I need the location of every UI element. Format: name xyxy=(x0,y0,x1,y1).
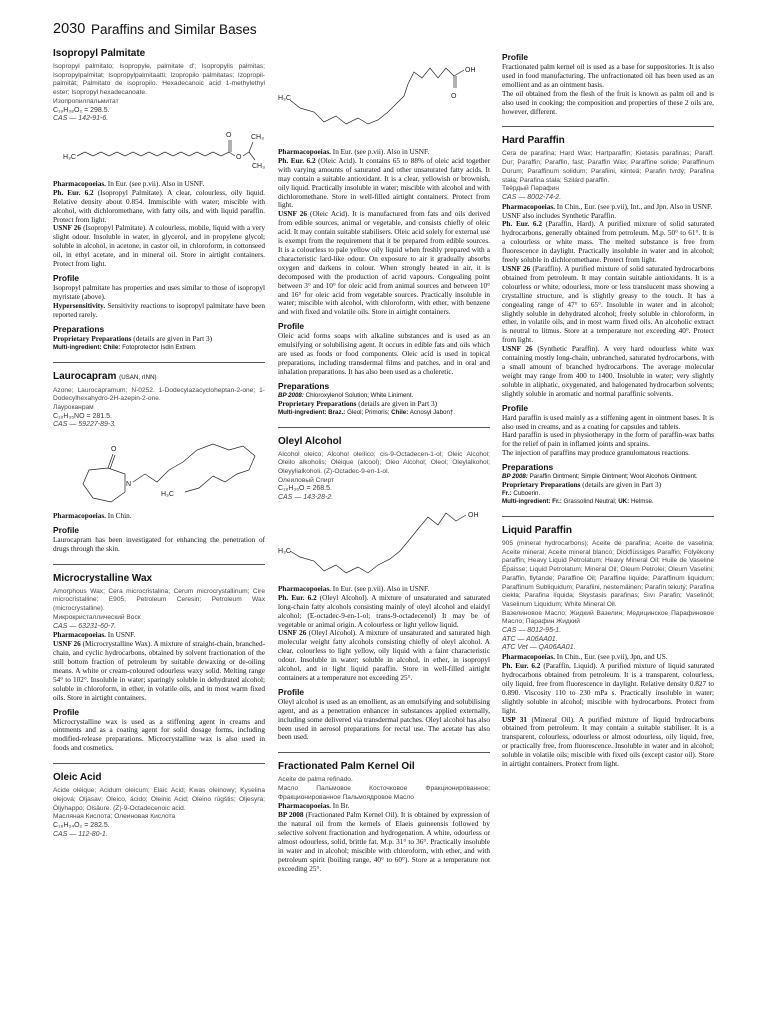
proprietary-preparations: Proprietary Preparations (details are given in Part 3) xyxy=(278,399,437,408)
atc-code: ATC — A06AA01. xyxy=(502,635,558,643)
profile-text-2: Hard paraffin is used in physiotherapy in the form of paraffin-wax baths for the relief of pain in inflamed joints and sprains. xyxy=(502,431,714,449)
profile-text: Microcrystalline wax is used as a stiffening agent in creams and ointments and as a coating agent for solid dosage forms, including modified-release preparations. Microcrystalline wax is also used in foods and cosmetics. xyxy=(53,717,265,753)
cyrillic-name: Изопропилпальмитат xyxy=(53,97,119,105)
multi-ingredient: Multi-ingredient: Braz.: Gleol; Primoris; Chile: Acnosyl Jabon†. xyxy=(278,408,456,416)
svg-text:O: O xyxy=(226,131,232,139)
synonyms: Cera de parafina; Hard Wax; Hartparaffin; Kietasis parafinas; Paraff. Dur; Paraffin; Paraffin, fast; Paraffin Wax; Paraffine solide; Paraffinum Durum; Paraffinum solidum; Parafiini, kiinteä; Parafin tvrdý; Parafina stała; Parafina stała; Szilárd paraffin. xyxy=(502,150,714,184)
profile-text: Oleyl alcohol is used as an emollient, as an emulsifying and solubilising agent, and as a penetration enhancer in substances applied externally, including some delivered via transdermal patches. Oleyl alcohol has also been used in aerosol preparations for rectal use. The acetate has also been used. xyxy=(278,697,490,742)
profile-text: Laurocapram has been investigated for enhancing the penetration of drugs through the skin. xyxy=(53,535,265,553)
pharmacopoeias: Pharmacopoeias. In Br. xyxy=(278,802,350,811)
svg-text:CH₃: CH₃ xyxy=(252,162,265,170)
usnf-entry: USNF 26 (Microcrystalline Wax). A mixture of straight-chain, branched-chain, and cyclic hydrocarbons, obtained by solvent fractionation of the still bottom fraction of petroleum by suitable dewaxing or de-oiling means. A white or cream-coloured odourless waxy solid. Melting range 54° to 102°. Insoluble in water; sparingly soluble in dehydrated alcohol; soluble in chloroform, in ether, in volatile oils, and in most warm fixed oils. Store in airtight containers. xyxy=(53,640,265,702)
synonyms: 905 (mineral hydrocarbons); Aceite de parafina; Aceite de vaselina; Aceite mineral; Aceite mineral blanco; Dickflüssiges Paraffin; Folyékony paraffin; Heavy Liquid Petrolatum; Heavy Mineral Oil; Huile de Vaseline Épaisse; Liquid Petrolatum; Mineral Oil; Oleum Petrolei; Oleum Vaselini; Paraffin, flytande; Paraffine Oil; Paraffine liquide; Paraffinum liquidum; Paraffinum Subliquidum; Parafiini, nestemäinen; Parafín tekutý; Parafina ciekła; Parafina líquida; Skystasis parafinas; Sıvı Parafin; Vaselinöl; Vaselinum Liquidum; White Mineral Oil. xyxy=(502,540,714,608)
structure-label-oh: OH xyxy=(468,511,479,519)
section-divider xyxy=(53,564,265,565)
formula: C₁₉H₃₈O₂ = 298.5. xyxy=(53,106,110,114)
formula: C₁₈H₃₄O₂ = 282.5. xyxy=(53,821,110,829)
cyrillic-name: Масляная Кислота; Олеиновая Кислота xyxy=(53,813,176,821)
preparations-heading: Preparations xyxy=(278,380,330,391)
profile-heading: Profile xyxy=(53,524,80,535)
cyrillic-name: Лауроканрам xyxy=(53,403,94,411)
monograph-microcrystalline-wax xyxy=(53,573,265,753)
monograph-fractionated-palm-kernel-oil xyxy=(278,761,490,873)
page-header xyxy=(53,20,725,39)
usnf-entry: USNF 26 (Oleic Acid). It is manufactured from fats and oils derived from edible sources, animal or vegetable, and consists chiefly of oleic acid. It may contain suitable stabilisers. Oleic acid solely for external use is exempt from the requirement that it be prepared from edible sources. It is a colourless to pale yellow oily liquid when freshly prepared with a characteristic lard-like odour. On exposure to air it gradually absorbs oxygen and darkens in colour. When strongly heated in air, it is decomposed with the production of acrid vapours. Congealing point between 3° and 10° for oleic acid from animal sources and between 10° and 16° for oleic acid from vegetable sources. Practically insoluble in water; miscible with alcohol, with chloroform, with ether, with benzene and with fixed and volatile oils. Store in airtight containers. xyxy=(278,210,490,317)
section-divider xyxy=(278,427,490,428)
bp-preparations: BP 2008: Paraffin Ointment; Simple Ointment; Wool Alcohols Ointment. xyxy=(502,473,698,481)
cas-number: CAS — 142-91-6. xyxy=(53,115,109,123)
cas-number: CAS — 63231-60-7. xyxy=(53,622,117,630)
structure-label-h3c: H₃C xyxy=(278,547,291,555)
structure-label-h3c: H₃C xyxy=(278,95,291,102)
single-ingredient: Fr.: Cuboerin. xyxy=(502,490,541,498)
cas-number: CAS — 143-28-2. xyxy=(278,494,334,502)
synonyms: Acide oléique; Acidum oleicum; Elaic Acid; Kwas oleinowy; Kyselina olejová; Oljasav; Oleico, ácido; Oleinic Acid; Oleino rūgštis; Oljesyra; Öljyhappo; Olsäure. (Z)-9-Octadecenoic acid. xyxy=(53,787,265,812)
structure-oleic-acid xyxy=(278,48,490,148)
synonyms: Azone; Laurocapramum; N-0252. 1-Dodecylazacycloheptan-2-one; 1-Dodecylhexahydro-2H-azepin-2-one. xyxy=(53,386,265,403)
profile-text: Hard paraffin is used mainly as a stiffening agent in ointment bases. It is also used in creams, and as a coating for capsules and tablets. xyxy=(502,413,714,431)
profile-heading: Profile xyxy=(502,52,529,62)
section-divider xyxy=(278,752,490,753)
formula: C₁₈H₃₅NO = 281.5. xyxy=(53,412,112,420)
monograph-title: Hard Paraffin xyxy=(502,135,565,147)
ph-eur-entry: Ph. Eur. 6.2 (Paraffin, Hard). A purified mixture of solid saturated hydrocarbons, generally obtained from petroleum. M.p. 50° to 61°. It is a colourless or white mass. The melted substance is free from fluorescence in daylight. Practically insoluble in water and in alcohol; freely soluble in dichloromethane. Protect from light. xyxy=(502,220,714,265)
svg-text:O: O xyxy=(111,446,117,454)
profile-text: Oleic acid forms soaps with alkaline substances and is used as an emulsifying or solubilising agent. It occurs in edible fats and oils which are used as foods or food components. Oleic acid is used in topical preparations, including transdermal films and patches, and in oral and inhalation preparations. It has also been used as a choleretic. xyxy=(278,332,490,376)
column-3 xyxy=(502,48,714,769)
synonyms: Aceite de palma refinado. xyxy=(278,776,353,784)
column-1 xyxy=(53,48,265,839)
profile-heading: Profile xyxy=(278,321,305,332)
preparations-heading: Preparations xyxy=(502,462,554,473)
bp-preparations: BP 2008: Chloroxylenol Solution; White Liniment. xyxy=(278,391,414,399)
ph-eur-entry: Ph. Eur. 6.2 (Isopropyl Palmitate). A clear, colourless, oily liquid. Relative density about 0.854. Immiscible with water; miscible with alcohol, with dichloromethane, with fatty oils, and with liquid paraffin. Protect from light. xyxy=(53,188,265,224)
proprietary-preparations: Proprietary Preparations (details are given in Part 3) xyxy=(53,334,212,343)
usnf-entry: USNF 26 (Isopropyl Palmitate). A colourless, mobile, liquid with a very slight odour. Insoluble in water, in glycerol, and in propylene glycol; soluble in alcohol, in acetone, in castor oil, in chloroform, in cottonseed oil, in ethyl acetate, and in mineral oil. Store in airtight containers. Protect from light. xyxy=(53,224,265,269)
structure-oleyl-alcohol xyxy=(278,503,490,585)
section-divider xyxy=(53,362,265,363)
monograph-oleic-acid xyxy=(53,772,265,839)
preparations-heading: Preparations xyxy=(53,323,105,334)
svg-text:N: N xyxy=(126,481,132,489)
synonyms: Isopropyl palmitato; Isopropyle, palmitate d'; Isopropylis palmitas; Isopropylpalmitat; Isopropylpalmitaatti; Izopropilo palmitatas; Izopropil-palmitát; Palmitato de isopropilo. Hexadecanoic acid 1-methylethyl ester; Isopropyl hexadecanoate. xyxy=(53,63,265,97)
monograph-fractionated-palm-kernel-oil-continued xyxy=(502,52,714,116)
pharmacopoeias: Pharmacopoeias. In Eur. (see p.vii). Also in USNF. xyxy=(278,148,430,156)
monograph-oleic-acid-continued xyxy=(278,48,490,417)
profile-text-2: The oil obtained from the flesh of the fruit is known as palm oil and is also used in cooking; the composition and properties of these 2 oils are, however, different. xyxy=(502,89,714,116)
pharmacopoeias-note: USNF also includes Synthetic Paraffin. xyxy=(502,211,617,220)
pharmacopoeias: Pharmacopoeias. In Eur. (see p.vii). Also in USNF. xyxy=(278,584,430,593)
profile-text: Isopropyl palmitate has properties and uses similar to those of isopropyl myristate (above). xyxy=(53,283,265,301)
cyrillic-name: Олеиловый Спирт xyxy=(278,476,335,484)
monograph-title: Fractionated Palm Kernel Oil xyxy=(278,761,415,773)
structure-laurocapram xyxy=(53,430,265,512)
section-divider xyxy=(53,763,265,764)
monograph-title: Oleyl Alcohol xyxy=(278,435,342,447)
svg-text:CH₃: CH₃ xyxy=(251,133,264,141)
profile-heading: Profile xyxy=(53,272,80,283)
svg-text:H₃C: H₃C xyxy=(161,491,174,499)
cas-number: CAS — 8012-95-1. xyxy=(502,627,562,635)
synonyms: Amorphous Wax; Cera microcristalina; Cerum microcrystallinum; Cire microcristalline; E905; Petroleum Ceresin; Petroleum Wax (microcrystalline). xyxy=(53,587,265,613)
monograph-title: Microcrystalline Wax xyxy=(53,572,153,584)
multi-ingredient: Multi-ingredient: Chile: Fotoprotector Isdin Extrem. xyxy=(53,343,197,351)
profile-text: Fractionated palm kernel oil is used as a base for suppositories. It is also used in food manufacturing. The unfractionated oil has been used as an emollient and as an ointment basis. xyxy=(502,63,714,89)
structure-isopropyl-palmitate xyxy=(53,124,265,180)
profile-heading: Profile xyxy=(502,402,529,413)
running-title: Paraffins and Similar Bases xyxy=(91,22,257,37)
cyrillic-name: Вазелиновое Масло; Жидкий Вазелин; Медицинское Парафиновое Масло; Парафин Жидкий xyxy=(502,609,714,626)
cyrillic-name: Масло Пальмовое Косточковое Фракционированное; Фракционированное Пальмоядровое Масло xyxy=(278,785,490,801)
atc-vet-code: ATC Vet — QA06AA01. xyxy=(502,644,576,652)
monograph-oleyl-alcohol xyxy=(278,436,490,743)
pharmacopoeias: Pharmacopoeias. In Chin., Eur. (see p.vii), Int., and Jpn. Also in USNF. xyxy=(502,202,713,211)
ph-eur-entry: Ph. Eur. 6.2 (Paraffin, Liquid). A purified mixture of liquid saturated hydrocarbons obtained from petroleum. It is a transparent, colourless, oily liquid, free from fluorescence in daylight. Relative density 0.827 to 0.890. Viscosity 110 to 230 mPa s. Practically insoluble in water; slightly soluble in alcohol; miscible with hydrocarbons. Protect from light. xyxy=(502,662,714,715)
bp-entry: BP 2008 (Fractionated Palm Kernel Oil). It is obtained by expression of the natural oil from the kernels of Elaeis guineensis followed by selective solvent fractionation and hydrogenation. A white, odourless or almost odourless, solid, brittle fat. M.p. 31° to 36°. Practically insoluble in water and in alcohol; miscible with chloroform, with ether, and with petroleum spirit (boiling range, 40° to 60°). Store at a temperature not exceeding 25°. xyxy=(278,811,491,873)
monograph-liquid-paraffin xyxy=(502,525,714,769)
monograph-title: Oleic Acid xyxy=(53,772,102,784)
pharmacopoeias: Pharmacopoeias. In Chin. xyxy=(53,512,132,521)
profile-text-3: The injection of paraffins may produce granulomatous reactions. xyxy=(502,449,690,458)
page-number: 2030 xyxy=(53,21,86,37)
cas-number: CAS — 112-80-1. xyxy=(53,830,108,838)
usp-entry: USP 31 (Mineral Oil). A purified mixture of liquid hydrocarbons obtained from petroleum. It may contain a suitable stabiliser. It is a transparent, colourless, odourless or almost odourless, oily liquid, free, or practically free, from fluorescence. Insoluble in water and in alcohol; soluble in volatile oils; miscible with fixed oils (except castor oil). Store in airtight containers. Protect from light. xyxy=(502,715,715,769)
usnf-entry-synthetic: USNF 26 (Synthetic Paraffin). A very hard odourless white wax containing mostly long-chain, unbranched, saturated hydrocarbons, with a small amount of branched hydrocarbons. The average molecular weight may range from 400 to 1400. Insoluble in water; very slightly soluble in aliphatic, oxygenated, and halogenated hydrocarbon solvents; slightly soluble in aromatic and normal paraffinic solvents. xyxy=(502,345,714,398)
svg-text:H₃C: H₃C xyxy=(63,153,76,161)
cyrillic-name: Твёрдый Парафин xyxy=(502,185,560,193)
formula: C₁₈H₃₆O = 268.5. xyxy=(278,485,332,493)
monograph-title: Laurocapram (USAN, rINN) xyxy=(53,370,157,382)
usnf-entry: USNF 26 (Oleyl Alcohol). A mixture of unsaturated and saturated high molecular weight fatty alcohols consisting chiefly of oleyl alcohol. A clear, colourless to light yellow, oily liquid with a faint characteristic odour. Insoluble in water; soluble in alcohol, in ether, in isopropyl alcohol, and in light liquid paraffin. Store in well-filled airtight containers at a temperature not exceeding 25°. xyxy=(278,629,490,682)
monograph-title: Liquid Paraffin xyxy=(502,525,572,537)
usnf-entry: USNF 26 (Paraffin). A purified mixture of solid saturated hydrocarbons obtained from petroleum. It may contain suitable antioxidants. It is a colourless or white, odourless, more or less translucent mass showing a crystalline structure, and is slightly greasy to the touch. It has a congealing range of 47° to 65°. Insoluble in water and in alcohol; slightly soluble in dehydrated alcohol; freely soluble in chloroform, in ether, in volatile oils, and in most warm fixed oils. An alcoholic extract is neutral to litmus. Store at a temperature not exceeding 40°. Protect from light. xyxy=(502,265,714,345)
structure-label-o: O xyxy=(451,93,457,100)
profile-heading: Profile xyxy=(53,706,80,717)
monograph-title: Isopropyl Palmitate xyxy=(53,48,146,59)
synonyms: Alcohol oleico; Alcohol oleílico; cis-9-Octadecen-1-ol; Oleic Alcohol; Oleilo alkoholis; Oléique (alcool); Oleo Alcohol; Oleol; Oleylalkohol; Oleyylialkoholi. (Z)-Octadec-9-en-1-ol. xyxy=(278,450,490,476)
pharmacopoeias: Pharmacopoeias. In Chin., Eur. (see p.vii), Jpn, and US. xyxy=(502,653,668,662)
multi-ingredient: Multi-ingredient: Fr.: Grassolind Neutral; UK: Helmse. xyxy=(502,498,654,506)
hypersensitivity: Hypersensitivity. Sensitivity reactions to isopropyl palmitate have been reported rarely. xyxy=(53,301,265,319)
svg-text:O: O xyxy=(236,153,242,161)
ph-eur-entry: Ph. Eur. 6.2 (Oleic Acid). It contains 65 to 88% of oleic acid together with varying amounts of saturated and other unsaturated fatty acids. It may contain a suitable antioxidant. It is a clear, yellowish or brownish, oily liquid. Practically insoluble in water; miscible with alcohol and with dichloromethane. Store in well-filled airtight containers. Protect from light. xyxy=(278,156,490,210)
proprietary-preparations: Proprietary Preparations (details are given in Part 3) xyxy=(502,481,661,490)
structure-label-oh: OH xyxy=(465,67,476,74)
monograph-laurocapram xyxy=(53,371,265,554)
column-2 xyxy=(278,48,490,874)
section-divider xyxy=(502,126,714,127)
pharmacopoeias: Pharmacopoeias. In Eur. (see p.vii). Also in USNF. xyxy=(53,179,205,188)
profile-heading: Profile xyxy=(278,686,305,697)
monograph-isopropyl-palmitate xyxy=(53,48,265,352)
cas-number: CAS — 59227-89-3. xyxy=(53,421,117,429)
ph-eur-entry: Ph. Eur. 6.2 (Oleyl Alcohol). A mixture of unsaturated and saturated long-chain fatty alcohols consisting mainly of oleyl alcohol and elaidyl alcohol; (E-octadec-9-en-1-ol; trans-9-octadecenol) It may be of vegetable or animal origin. A colourless or light yellow liquid. xyxy=(278,593,490,629)
section-divider xyxy=(502,516,714,517)
cas-number: CAS — 8002-74-2. xyxy=(502,193,562,201)
cyrillic-name: Микрокристаллический Воск xyxy=(53,613,141,621)
monograph-hard-paraffin xyxy=(502,135,714,506)
pharmacopoeias: Pharmacopoeias. In USNF. xyxy=(53,631,136,640)
